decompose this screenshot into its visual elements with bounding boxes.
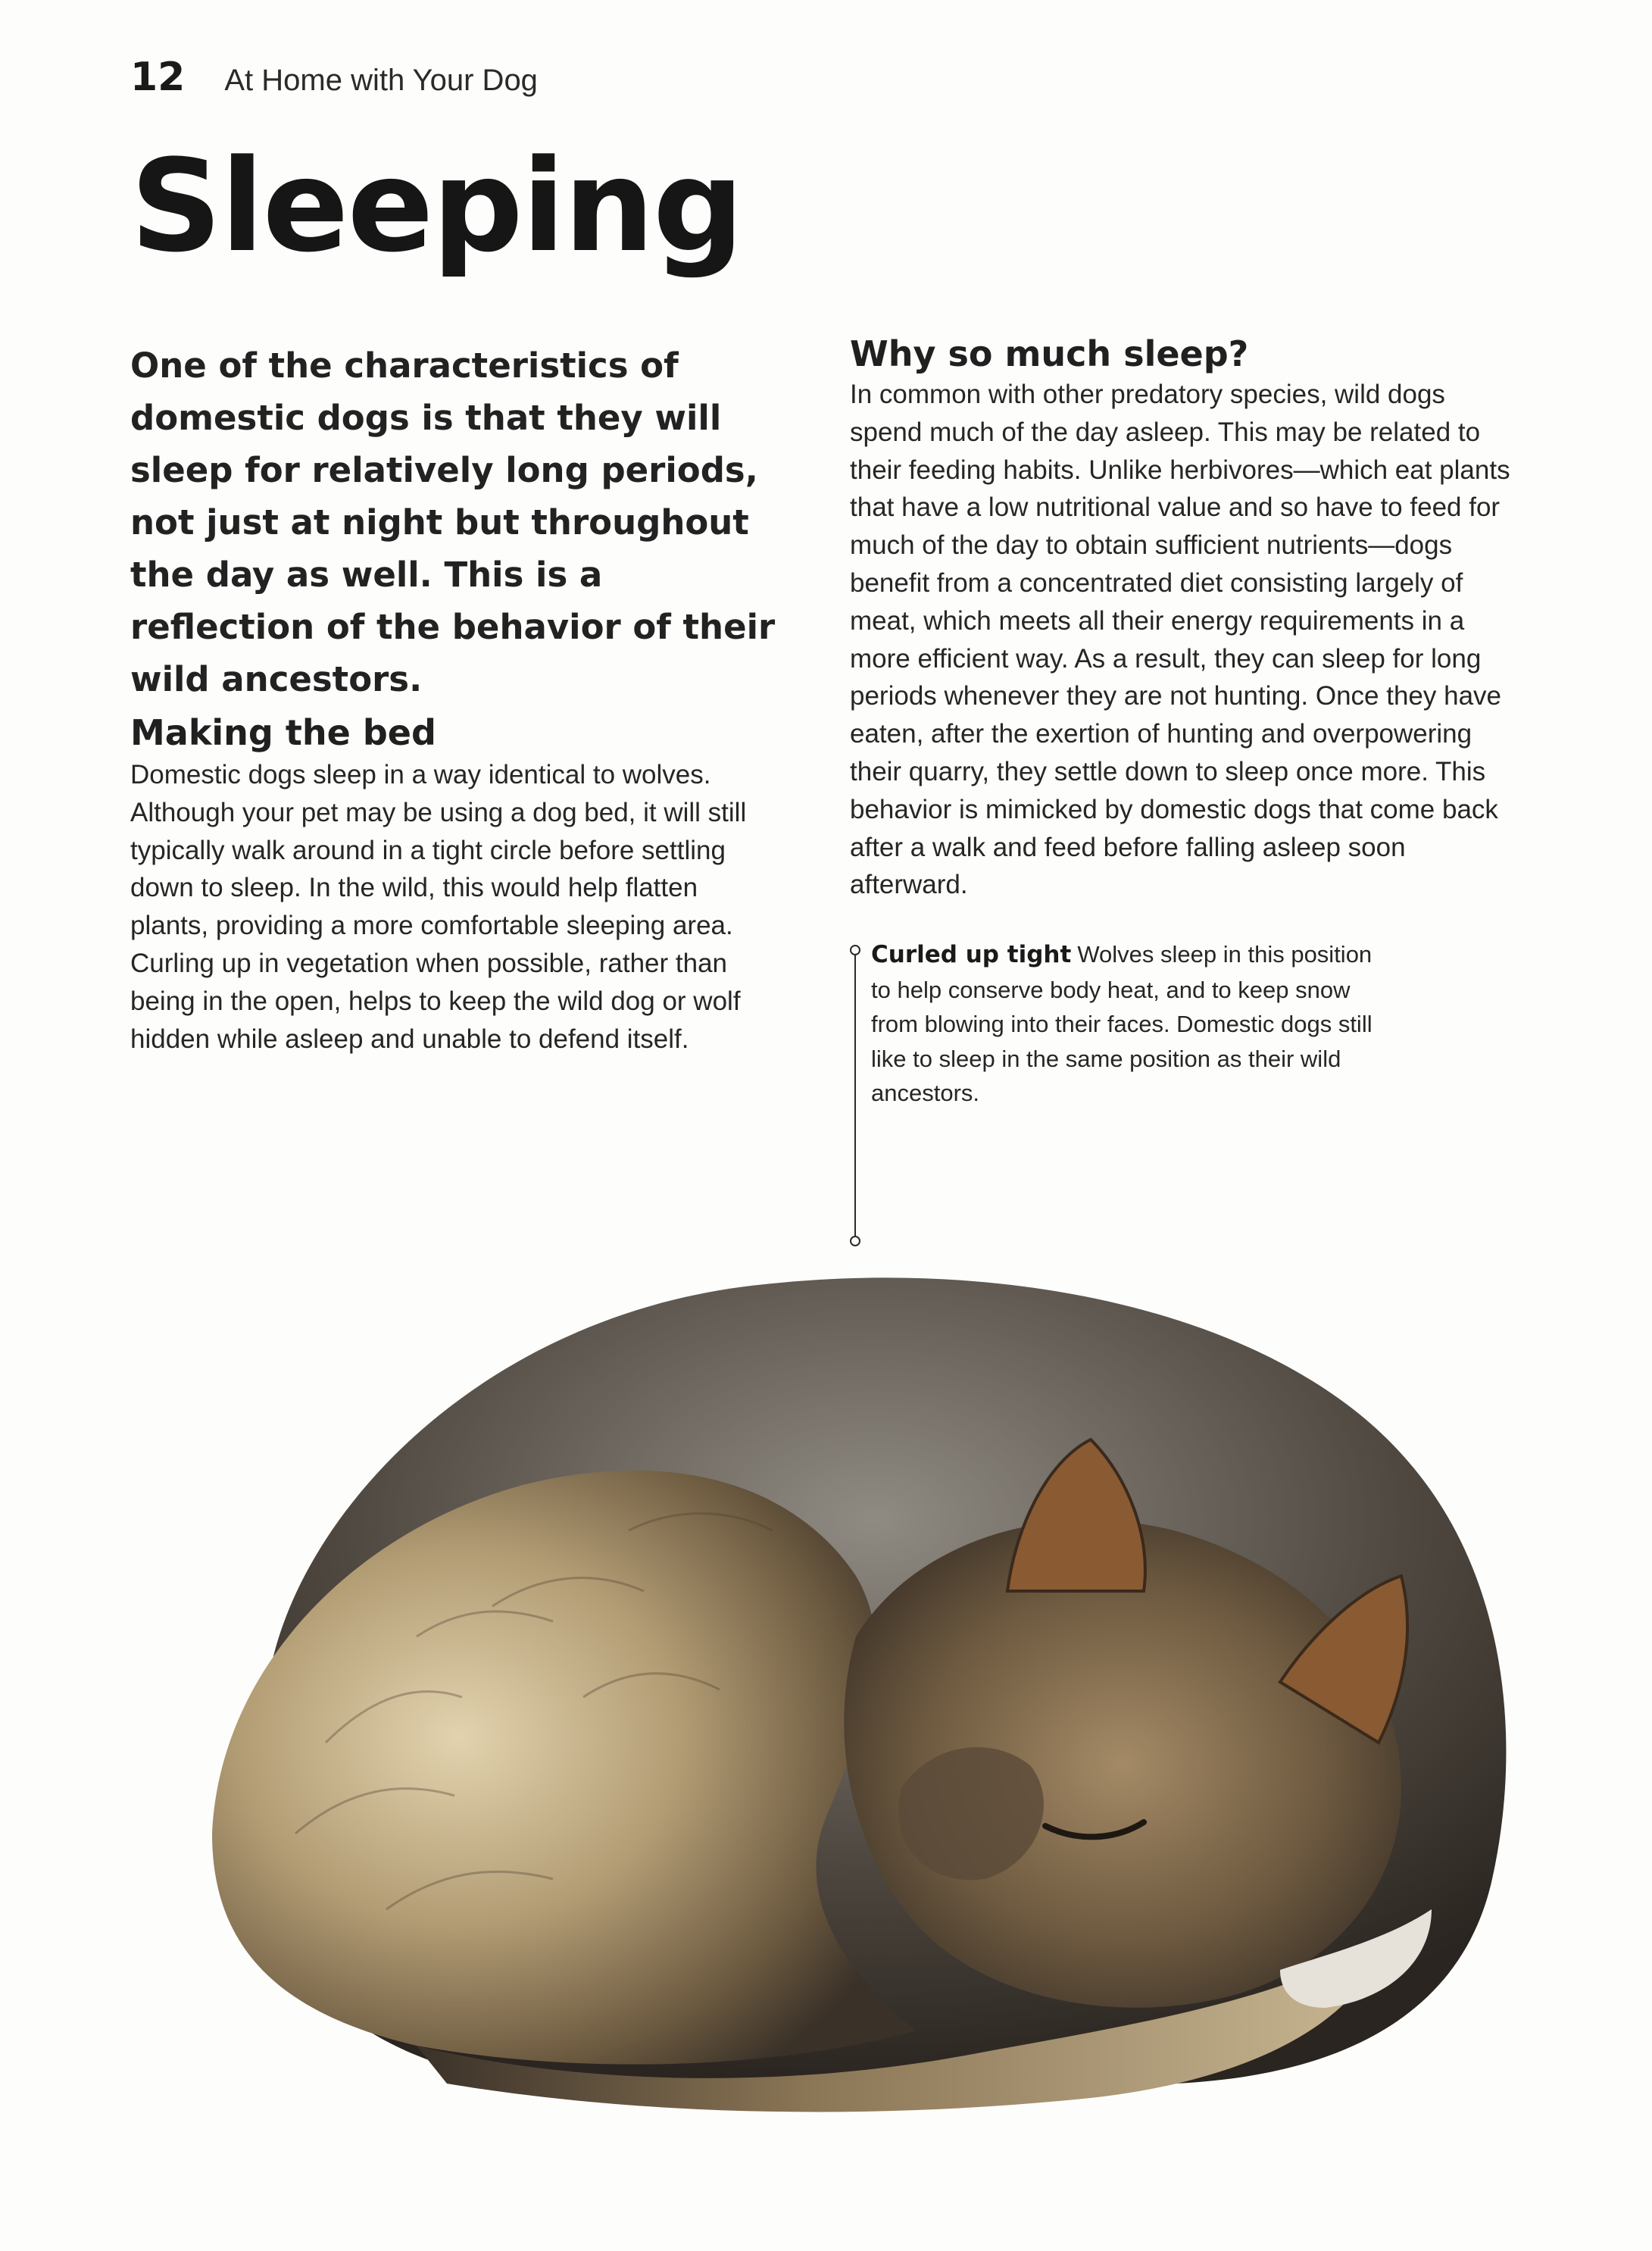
- book-title: At Home with Your Dog: [224, 64, 538, 97]
- caption-leader-line: [854, 951, 856, 1239]
- caption-label: Curled up tight: [871, 941, 1072, 968]
- section-text-why-so-much-sleep: In common with other predatory species, wild dogs spend much of the day asleep. This may be related to their feeding habits. Unlike herbivores—which eat plants that have a low nutritional value and so have to feed for much of the day to obtain sufficient nutrients—dogs benefit from a concentrated diet consisting largely of meat, which meets all their energy requirements in a more efficient way. As a result, they can sleep for long periods whenever they are not hunting. Once they have eaten, after the exertion of hunting and overpowering their quarry, they settle down to sleep once more. This behavior is mimicked by domestic dogs that come back after a walk and feed before falling asleep soon afterward.: [850, 380, 1510, 900]
- section-heading-why-so-much-sleep: Why so much sleep?: [850, 333, 1249, 374]
- section-heading-making-the-bed: Making the bed: [130, 712, 436, 753]
- sleeping-wolf-photo: [98, 1212, 1568, 2144]
- running-head: [130, 55, 538, 108]
- page-number: 12: [130, 55, 186, 100]
- page-title: Sleeping: [130, 132, 743, 280]
- caption-body: Wolves sleep in this position to help conserve body heat, and to keep snow from blowing into their faces. Domestic dogs still like to sleep in the same position as their wild ancestors.: [871, 941, 1373, 1106]
- intro-paragraph: One of the characteristics of domestic dogs is that they will sleep for relatively long periods, not just at night but throughout the day as well. This is a reflection of the behavior of their wild ancestors.: [130, 345, 776, 699]
- wolf-illustration: [212, 1277, 1506, 2112]
- caption-text-block: [871, 937, 1394, 1111]
- caption-leader-dot-top: [850, 945, 860, 955]
- section-text-making-the-bed: Domestic dogs sleep in a way identical to wolves. Although your pet may be using a dog bed, it will still typically walk around in a tight circle before settling down to sleep. In the wild, this would help flatten plants, providing a more comfortable sleeping area. Curling up in vegetation when possible, rather than being in the open, helps to keep the wild dog or wolf hidden while asleep and unable to defend itself.: [130, 760, 747, 1054]
